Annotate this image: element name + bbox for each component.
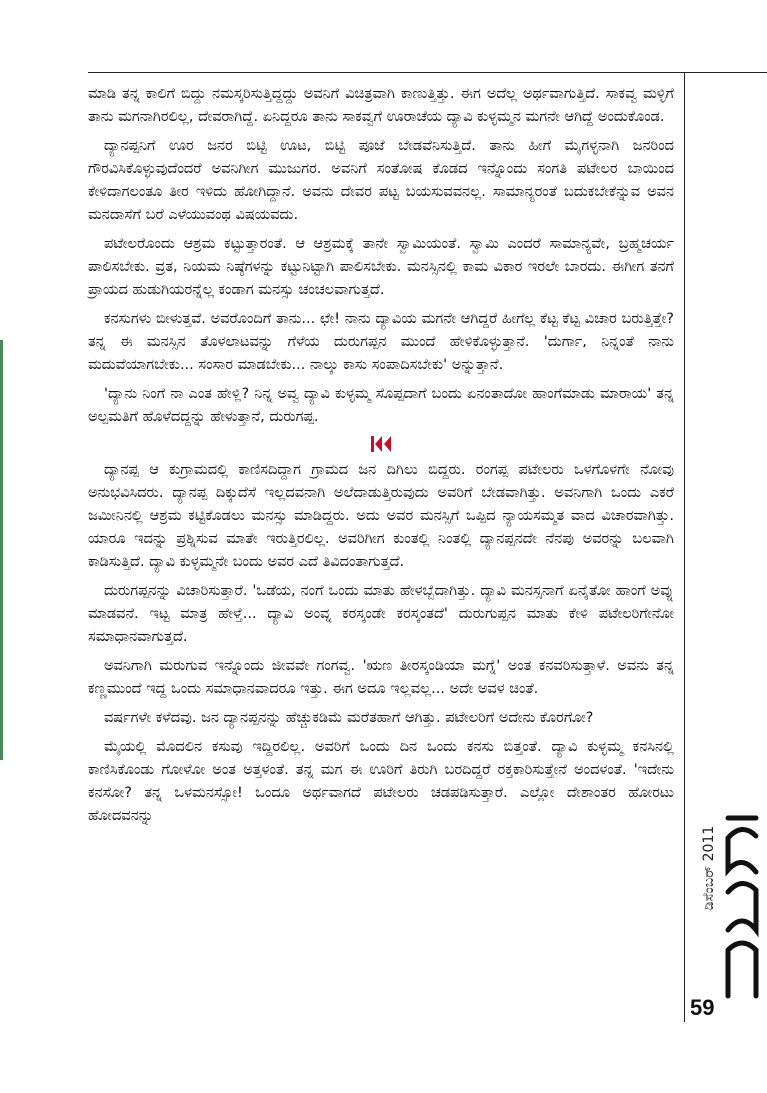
paragraph: ವರ್ಷಗಳೇ ಕಳೆದವು. ಜನ ದ್ಯಾನಪ್ಪನನ್ನು ಹೆಚ್ಚುಕಡಿಮೆ ಮರೆತಹಾಗೆ ಆಗಿತ್ತು. ಪಟೇಲರಿಗೆ ಅದೇನು ಕೊರಗೋ? [104, 710, 594, 726]
paragraph: 'ದ್ಯಾನು ನಿಂಗೆ ನಾ ಎಂತ ಹೇಳ್ಲಿ? ನಿನ್ನ ಅವ್ವ ದ್ಯಾವಿ ಕುಳ್ಳಮ್ಮ ಸೊಪ್ಪದಾಗೆ ಬಂದು ಏನಂತಾದೋ ಹಾಂಗೆಮಾಡು ಮಾರಾಯ' ತನ್ನ ಅಲ್ಪಮತಿಗೆ ಹೊಳೆದದ್ದನ್ನು ಹೇಳುತ್ತಾನೆ, ದುರುಗಪ್ಪ. [88, 386, 674, 425]
paragraph: ಕನಸುಗಳು ಬೀಳುತ್ತವೆ. ಅವರೊಂದಿಗೆ ತಾನು... ಛೇ! ನಾನು ದ್ಯಾವಿಯ ಮಗನೇ ಆಗಿದ್ದರೆ ಹೀಗೆಲ್ಲ ಕೆಟ್ಟ ಕೆಟ್ಟ ವಿಚಾರ ಬರುತ್ತಿತ್ತೇ? ತನ್ನ ಈ ಮನಸ್ಸಿನ ತೊಳಲಾಟವನ್ನು ಗೆಳೆಯ ದುರುಗಪ್ಪನ ಮುಂದೆ ಹೇಳಿಕೊಳ್ಳುತ್ತಾನೆ. 'ದುರ್ಗಾ, ನಿನ್ನಂತೆ ನಾನು ಮದುವೆಯಾಗಬೇಕು... ಸಂಸಾರ ಮಾಡಬೇಕು... ನಾಲ್ಕು ಕಾಸು ಸಂಪಾದಿಸಬೇಕು' ಅನ್ನುತ್ತಾನೆ. [88, 311, 674, 373]
paragraph: ದುರುಗಪ್ಪನನ್ನು ವಿಚಾರಿಸುತ್ತಾರೆ. 'ಒಡೆಯ, ನಂಗೆ ಒಂದು ಮಾತು ಹೇಳಬ್ಬೆದಾಗಿತ್ತು. ದ್ಯಾವಿ ಮನಸ್ಸನಾಗೆ ಏನೈತೋ ಹಾಂಗೆ ಅವ್ನು ಮಾಡವನೆ. ಇಟ್ಟ ಮಾತ್ರ ಹೇಳ್ತೆ... ದ್ಯಾವಿ ಅಂವ್ನ ಕರಸ್ಕಂಡೇ ಕರಸ್ಕಂತದೆ' ದುರುಗುಪ್ಪನ ಮಾತು ಕೇಳಿ ಪಟೇಲರಿಗೇನೋ ಸಮಾಧಾನವಾಗುತ್ತದೆ. [88, 583, 674, 645]
right-margin-rule [684, 72, 685, 1022]
magazine-logo [722, 800, 762, 1000]
paragraph: ಅವನಿಗಾಗಿ ಮರುಗುವ ಇನ್ನೊಂದು ಜೀವವೇ ಗಂಗವ್ವ. 'ಋಣ ತೀರಸ್ಕಂಡಿಯಾ ಮಗ್ನೆ' ಅಂತ ಕನವರಿಸುತ್ತಾಳೆ. ಅವನು ತನ್ನ ಕಣ್ಣಮುಂದೆ ಇದ್ದ ಒಂದು ಸಮಾಧಾನವಾದರೂ ಇತ್ತು. ಈಗ ಅದೂ ಇಲ್ಲವಲ್ಲ... ಅದೇ ಅವಳ ಚಿಂತೆ. [88, 658, 674, 697]
paragraph: ಮೈಯಲ್ಲಿ ಮೊದಲಿನ ಕಸುವು ಇದ್ದಿರಲಿಲ್ಲ. ಅವರಿಗೆ ಒಂದು ದಿನ ಒಂದು ಕನಸು ಬಿತ್ತಂತೆ. ದ್ಯಾವಿ ಕುಳ್ಳಮ್ಮ ಕನಸಿನಲ್ಲಿ ಕಾಣಿಸಿಕೊಂಡು ಗೋಳೋ ಅಂತ ಅತ್ತಳಂತೆ. ತನ್ನ ಮಗ ಈ ಊರಿಗೆ ತಿರುಗಿ ಬರದಿದ್ದರೆ ರಕ್ತಕಾರಿಸುತ್ತೇನೆ ಅಂದಳಂತೆ. 'ಇದೇನು ಕನಸೋ? ತನ್ನ ಒಳಮನಸ್ಸೋ! ಒಂದೂ ಅರ್ಥವಾಗದೆ ಪಟೇಲರು ಚಡಪಡಿಸುತ್ತಾರೆ. ಎಲ್ಲೋ ದೇಶಾಂತರ ಹೋರಟು ಹೋದವನನ್ನು [88, 739, 674, 824]
page-number: 59 [690, 995, 715, 1020]
issue-date-wrapper [698, 778, 720, 958]
section-break-icon [370, 435, 392, 453]
issue-date: ಡಿಸೆಂಬರ್ 2011 [701, 825, 717, 911]
paragraph: ದ್ಯಾನಪ್ಪ ಆ ಕುಗ್ರಾಮದಲ್ಲಿ ಕಾಣಿಸದಿದ್ದಾಗ ಗ್ರಾಮದ ಜನ ದಿಗಿಲು ಬಿದ್ದರು. ರಂಗಪ್ಪ ಪಟೇಲರು ಒಳಗೊಳಗೇ ನೋವು ಅನುಭವಿಸಿದರು. ದ್ಯಾನಪ್ಪ ದಿಕ್ಕುದೆಸೆ ಇಲ್ಲದವನಾಗಿ ಅಲೆದಾಡುತ್ತಿರುವುದು ಅವರಿಗೆ ಬೇಡವಾಗಿತ್ತು. ಅವನಿಗಾಗಿ ಒಂದು ಎಕರೆ ಜಮೀನಿನಲ್ಲಿ ಆಶ್ರಮ ಕಟ್ಟಿಕೊಡಲು ಮನಸ್ಸು ಮಾಡಿದ್ದರು. ಅದು ಅವರ ಮನಸ್ಸಿಗೆ ಒಪ್ಪಿದ ನ್ಯಾಯಸಮ್ಮತ ವಾದ ವಿಚಾರವಾಗಿತ್ತು. ಯಾರೂ ಇದನ್ನು ಪ್ರಶ್ನಿಸುವ ಮಾತೇ ಇರುತ್ತಿರಲಿಲ್ಲ. ಅವರಿಗೀಗ ಕುಂತಲ್ಲಿ ನಿಂತಲ್ಲಿ ದ್ಯಾನಪ್ಪನದೇ ನೆನಪು ಅವರನ್ನು ಬಲವಾಗಿ ಕಾಡಿಸುತ್ತಿದೆ. ದ್ಯಾವಿ ಕುಳ್ಳಮ್ಮನೇ ಬಂದು ಅವರ ಎದೆ ತಿವಿದಂತಾಗುತ್ತದೆ. [88, 462, 674, 570]
paragraph: ಮಾಡಿ ತನ್ನ ಕಾಲಿಗೆ ಬಿದ್ದು ನಮಸ್ಕರಿಸುತ್ತಿದ್ದದ್ದು ಅವನಿಗೆ ವಿಚಿತ್ರವಾಗಿ ಕಾಣುತ್ತಿತ್ತು. ಈಗ ಅದೆಲ್ಲ ಅರ್ಥವಾಗುತ್ತಿದೆ. ಸಾಕವ್ವ ಮಳ್ಳಿಗೆ ತಾನು ಮಗನಾಗಿರಲಿಲ್ಲ, ದೇವರಾಗಿದ್ದೆ. ಏನಿದ್ದರೂ ತಾನು ಸಾಕವ್ವಗೆ ಊರಾಚೆಯ ದ್ಯಾವಿ ಕುಳ್ಳಮ್ಮನ ಮಗನೇ ಆಗಿದ್ದೆ ಅಂದುಕೊಂಡ. [88, 86, 674, 125]
paragraph: ದ್ಯಾನಪ್ಪನಿಗೆ ಊರ ಜನರ ಬಿಟ್ಟಿ ಊಟ, ಬಿಟ್ಟಿ ಪೂಜೆ ಬೇಡವೆನಿಸುತ್ತಿದೆ. ತಾನು ಹೀಗೆ ಮೈಗಳ್ಳನಾಗಿ ಜನರಿಂದ ಗೌರವಿಸಿಕೊಳ್ಳುವುದೆಂದರೆ ಅವನಿಗೀಗ ಮುಜುಗರ. ಅವನಿಗೆ ಸಂತೋಷ ಕೊಡದ ಇನ್ನೊಂದು ಸಂಗತಿ ಪಟೇಲರ ಬಾಯಿಂದ ಕೇಳಿದಾಗಲಂತೂ ತೀರ ಇಳಿದು ಹೋಗಿದ್ದಾನೆ. ಅವನು ದೇವರ ಪಟ್ಟ ಬಯಸುವವನಲ್ಲ. ಸಾಮಾನ್ಯರಂತೆ ಬದುಕಬೇಕೆನ್ನುವ ಅವನ ಮನದಾಸೆಗೆ ಬರೆ ಎಳೆಯುವಂಥ ವಿಷಯವದು. [88, 138, 674, 223]
top-rule [88, 72, 767, 73]
paragraph: ಪಟೇಲರೊಂದು ಆಶ್ರಮ ಕಟ್ಟುತ್ತಾರಂತೆ. ಆ ಆಶ್ರಮಕ್ಕೆ ತಾನೇ ಸ್ವಾಮಿಯಂತೆ. ಸ್ವಾಮಿ ಎಂದರೆ ಸಾಮಾನ್ಯವೇ, ಬ್ರಹ್ಮಚರ್ಯ ಪಾಲಿಸಬೇಕು. ವ್ರತ, ನಿಯಮ ನಿಷ್ಠೆಗಳನ್ನು ಕಟ್ಟುನಿಟ್ಟಾಗಿ ಪಾಲಿಸಬೇಕು. ಮನಸ್ಸಿನಲ್ಲಿ ಕಾಮ ವಿಕಾರ ಇರಲೇ ಬಾರದು. ಈಗೀಗ ತನಗೆ ಪ್ರಾಯದ ಹುಡುಗಿಯರನ್ನೆಲ್ಲ ಕಂಡಾಗ ಮನಸ್ಸು ಚಂಚಲವಾಗುತ್ತದೆ. [88, 236, 674, 298]
section-break [88, 435, 674, 453]
page-footer-sidebar [690, 770, 767, 1020]
page-edge-strip [0, 340, 3, 760]
article-body [88, 83, 674, 834]
